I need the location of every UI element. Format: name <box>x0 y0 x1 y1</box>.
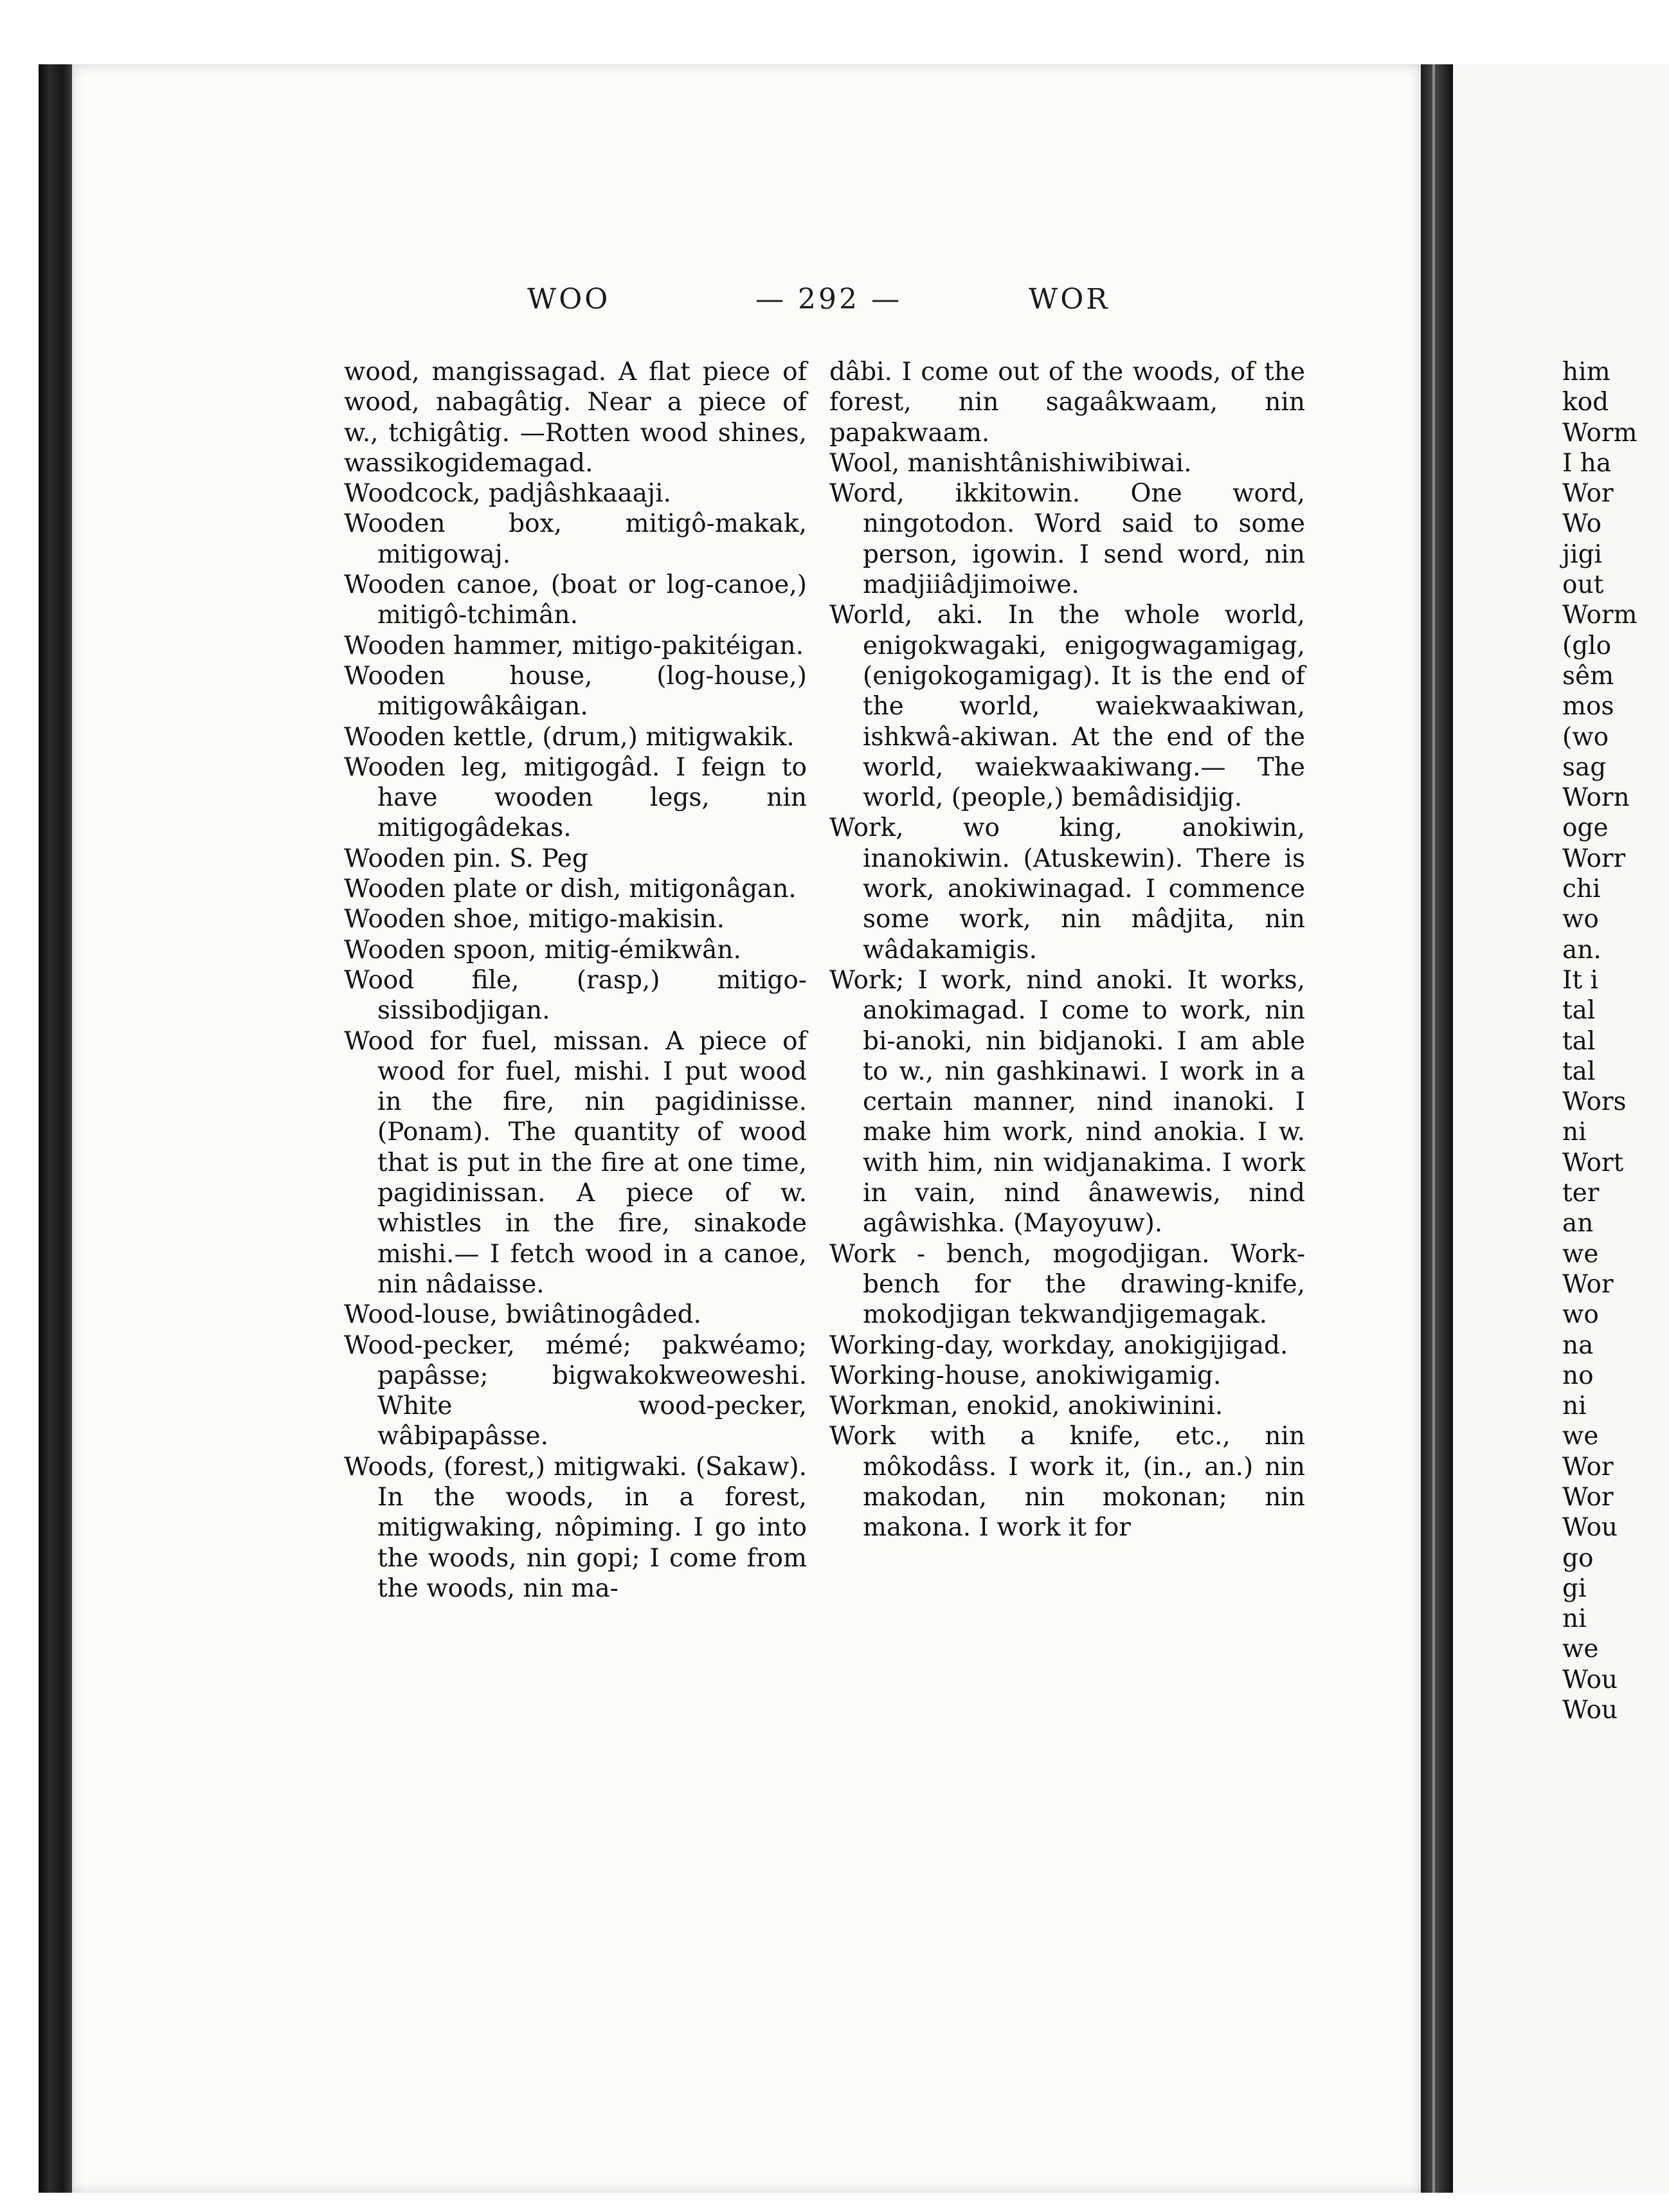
dictionary-entry: Wooden box, mitigô-makak, mitigowaj. <box>344 509 807 569</box>
running-head-right: WOR <box>1029 283 1110 316</box>
dictionary-entry: Wooden spoon, mitig-émikwân. <box>344 935 741 965</box>
facing-page-line: (wo <box>1562 722 1609 752</box>
facing-page-line: Worn <box>1562 783 1630 813</box>
dictionary-entry: dâbi. I come out of the woods, of the forest, nin sagaâkwaam, nin papakwaam. <box>829 358 1305 448</box>
facing-page-line: Wou <box>1562 1665 1618 1694</box>
facing-page-line: tal <box>1562 1026 1596 1056</box>
facing-page-line: Worm <box>1562 601 1637 630</box>
facing-page-line: (glo <box>1562 631 1612 660</box>
dictionary-entry: Working-house, anokiwigamig. <box>829 1361 1222 1390</box>
dictionary-entry: wood, mangissagad. A flat piece of wood, nabagâtig. Near a piece of w., tchigâtig. —Rotten wood shines, wassikogidemagad. <box>344 358 807 478</box>
dictionary-entry: Wool, manishtânishiwibiwai. <box>829 448 1192 478</box>
dictionary-entry: Working-day, workday, anokigijigad. <box>829 1330 1288 1360</box>
dictionary-entry: World, aki. In the whole world, enigokwagaki, enigogwagamigag, (enigokogamigag). It is the end of the world, waiekwaakiwan, ishkwâ-akiwan. At the end of the world, waiekwaakiwang.— The world, (people,) bemâdisidjig. <box>829 601 1305 813</box>
facing-page-line: ni <box>1562 1604 1587 1634</box>
dictionary-entry: Wood for fuel, missan. A piece of wood for fuel, mishi. I put wood in the fire, nin pagidinisse. (Ponam). The quantity of wood that is put in the fire at one time, pagidinissan. A piece of w. whistles in the fire, sinakode mishi.— I fetch wood in a canoe, nin nâdaisse. <box>344 1026 807 1299</box>
book-binding-edge <box>39 64 72 2193</box>
facing-page-line: Wors <box>1562 1087 1627 1117</box>
left-column <box>344 357 807 1604</box>
facing-page-line: Wo <box>1562 509 1601 539</box>
dictionary-entry: Woodcock, padjâshkaaaji. <box>344 479 671 509</box>
dictionary-entry: Wooden kettle, (drum,) mitigwakik. <box>344 722 795 752</box>
facing-page-line: jigi <box>1562 539 1603 569</box>
facing-page-line: kod <box>1562 388 1609 417</box>
dictionary-entry: Wooden shoe, mitigo-makisin. <box>344 905 725 934</box>
facing-page-line: wo <box>1562 905 1599 934</box>
facing-page-line: sêm <box>1562 661 1614 691</box>
dictionary-entry: Work - bench, mogodjigan. Work-bench for the drawing-knife, mokodjigan tekwandjigemagak. <box>829 1239 1305 1330</box>
facing-page-line: an <box>1562 1209 1594 1238</box>
page-gutter <box>1421 64 1453 2193</box>
facing-page-line: It i <box>1562 965 1598 995</box>
facing-page-line: Wou <box>1562 1513 1618 1543</box>
facing-page-line: we <box>1562 1422 1599 1451</box>
facing-page-line: ni <box>1562 1392 1587 1421</box>
facing-page-line: wo <box>1562 1300 1599 1330</box>
facing-page-line: chi <box>1562 875 1601 904</box>
facing-page-line: sag <box>1562 752 1607 782</box>
facing-page-line: Wort <box>1562 1148 1624 1177</box>
dictionary-entry: Wooden hammer, mitigo-pakitéigan. <box>344 631 804 660</box>
facing-page-line: gi <box>1562 1573 1587 1603</box>
gutter-line <box>1432 64 1435 2193</box>
facing-page-line: Worm <box>1562 418 1637 448</box>
dictionary-entry: Wooden pin. S. Peg <box>344 844 588 873</box>
dictionary-entry: Work with a knife, etc., nin môkodâss. I work it, (in., an.) nin makodan, nin mokonan; nin makona. I work it for <box>829 1422 1305 1543</box>
facing-page-line: na <box>1562 1330 1594 1360</box>
dictionary-entry: Wood-pecker, mémé; pakwéamo; papâsse; bigwakokweoweshi. White wood-pecker, wâbipapâsse. <box>344 1330 807 1451</box>
dictionary-entry: Wood-louse, bwiâtinogâded. <box>344 1300 701 1330</box>
facing-page-line: an. <box>1562 935 1601 965</box>
dictionary-entry: Wooden plate or dish, mitigonâgan. <box>344 875 797 904</box>
running-head-left: WOO <box>527 283 611 316</box>
facing-page-line: ni <box>1562 1118 1587 1147</box>
facing-page-line: Worr <box>1562 844 1626 873</box>
dictionary-entry: Wooden canoe, (boat or log-canoe,) mitigô-tchimân. <box>344 570 807 630</box>
dictionary-entry: Wooden leg, mitigogâd. I feign to have wooden legs, nin mitigogâdekas. <box>344 752 807 843</box>
facing-page-line: Wor <box>1562 1482 1614 1512</box>
facing-page-line: we <box>1562 1635 1599 1664</box>
dictionary-entry: Workman, enokid, anokiwinini. <box>829 1392 1223 1421</box>
facing-page-line: oge <box>1562 813 1609 843</box>
page-number: — 292 — <box>755 283 902 316</box>
facing-page-line: mos <box>1562 692 1614 721</box>
right-column <box>829 357 1305 1543</box>
facing-page-line: I ha <box>1562 448 1612 478</box>
dictionary-entry: Wood file, (rasp,) mitigo-sissibodjigan. <box>344 965 807 1026</box>
dictionary-entry: Woods, (forest,) mitigwaki. (Sakaw). In the woods, in a forest, mitigwaking, nôpiming. I go into the woods, nin gopi; I come from the woods, nin ma- <box>344 1452 807 1603</box>
dictionary-entry: Work; I work, nind anoki. It works, anokimagad. I come to work, nin bi-anoki, nin bidjanoki. I am able to w., nin gashkinawi. I work in a certain manner, nind inanoki. I make him work, nind anokia. I w. with him, nin widjanakima. I work in vain, nind ânawewis, nind agâwishka. (Mayoyuw). <box>829 965 1305 1238</box>
facing-page-line: go <box>1562 1543 1594 1573</box>
facing-page-fragment <box>1562 357 1669 1725</box>
facing-page-line: no <box>1562 1361 1594 1390</box>
facing-page-line: tal <box>1562 996 1596 1026</box>
dictionary-entry: Word, ikkitowin. One word, ningotodon. Word said to some person, igowin. I send word, nin madjiiâdjimoiwe. <box>829 479 1305 600</box>
facing-page-line: Wor <box>1562 1269 1614 1299</box>
facing-page-line: Wor <box>1562 479 1614 509</box>
facing-page-line: tal <box>1562 1056 1596 1086</box>
facing-page-line: out <box>1562 570 1604 600</box>
facing-page-line: Wor <box>1562 1452 1614 1482</box>
facing-page-line: ter <box>1562 1179 1600 1208</box>
facing-page-line: him <box>1562 358 1610 386</box>
dictionary-entry: Wooden house, (log-house,) mitigowâkâigan. <box>344 661 807 721</box>
dictionary-entry: Work, wo king, anokiwin, inanokiwin. (Atuskewin). There is work, anokiwinagad. I commence some work, nin mâdjita, nin wâdakamigis. <box>829 813 1305 965</box>
facing-page-line: we <box>1562 1239 1599 1269</box>
facing-page-line: Wou <box>1562 1696 1618 1725</box>
